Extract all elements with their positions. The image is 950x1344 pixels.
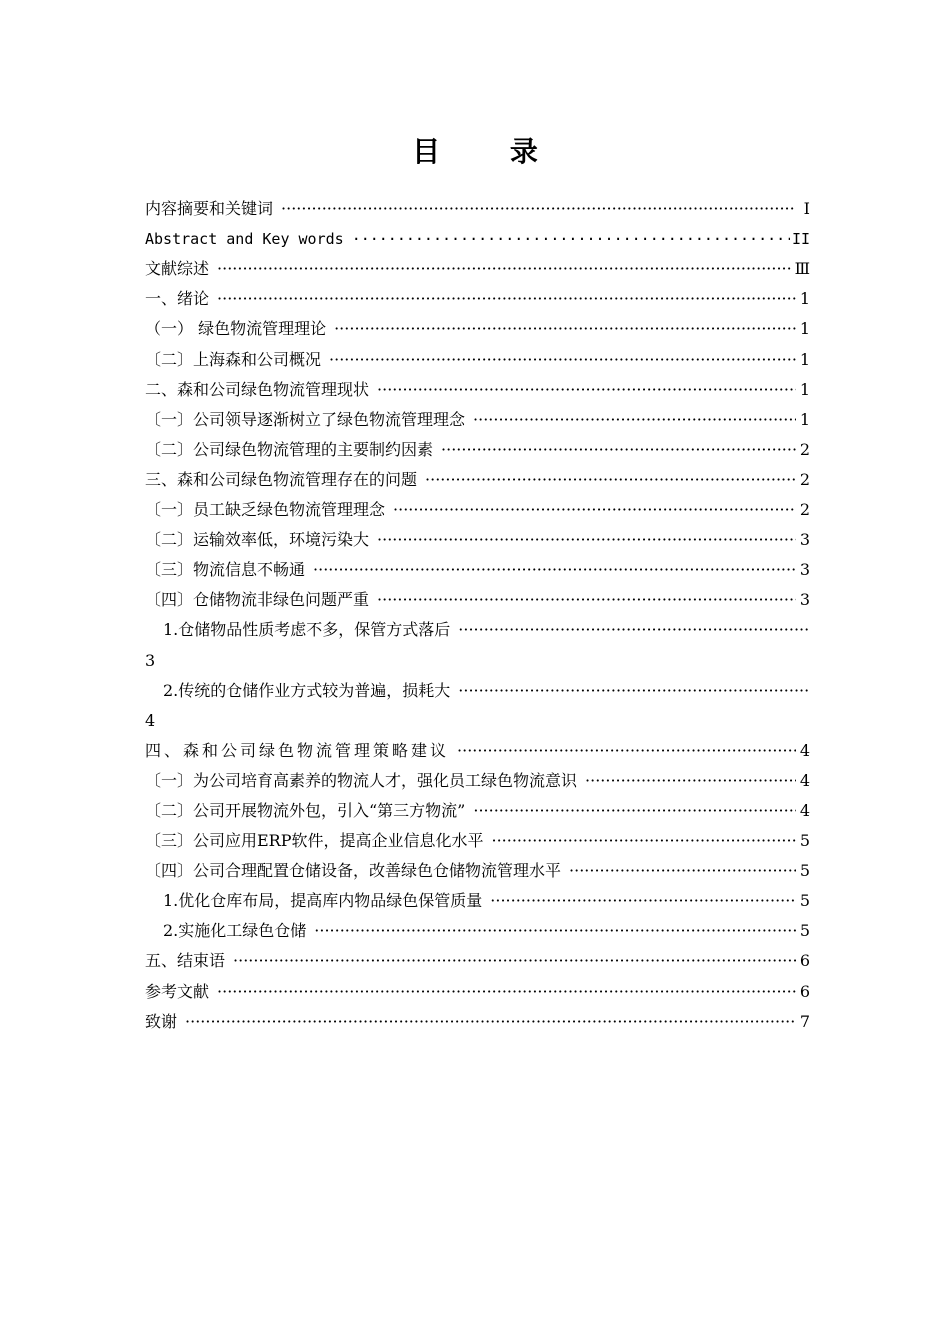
dot-leader [492, 830, 797, 852]
toc-entry-page: 2 [799, 439, 810, 459]
toc-entry[interactable] [145, 912, 810, 942]
dot-leader [377, 529, 796, 551]
toc-entry-page: 4 [145, 710, 156, 730]
toc-entry[interactable] [145, 280, 810, 310]
toc-entry-page: I [803, 199, 810, 219]
dot-leader [185, 1011, 796, 1033]
toc-entry-page: 3 [145, 650, 156, 670]
toc-entry[interactable] [145, 220, 810, 250]
dot-leader [393, 499, 796, 521]
toc-entry[interactable] [145, 521, 810, 551]
dot-leader [281, 198, 796, 220]
toc-entry[interactable] [145, 672, 810, 702]
toc-entry-label: 〔一〕为公司培育高素养的物流人才，强化员工绿色物流意识 [145, 770, 578, 790]
toc-entry-label: Abstract and Key words [145, 230, 344, 249]
toc-entry-page: 6 [799, 951, 810, 971]
toc-entry[interactable] [145, 401, 810, 431]
toc-entry[interactable] [145, 1003, 810, 1033]
toc-entry[interactable] [145, 792, 810, 822]
toc-entry[interactable] [145, 551, 810, 581]
toc-entry-page: 2 [799, 500, 810, 520]
toc-entry[interactable] [145, 852, 810, 882]
toc-entry-page: 7 [799, 1011, 810, 1031]
dot-leader [313, 559, 796, 581]
toc-entry-page: 1 [799, 409, 810, 429]
toc-entry-label: 〔二〕公司开展物流外包，引入“第三方物流” [145, 800, 466, 820]
toc-entry-label: 〔二〕上海森和公司概况 [145, 349, 322, 369]
toc-entry-page: 5 [799, 831, 810, 851]
toc-entry[interactable] [145, 882, 810, 912]
toc-entry[interactable] [145, 190, 810, 220]
toc-entry[interactable] [145, 310, 810, 340]
dot-leader [352, 228, 790, 250]
toc-entry-page: 5 [799, 861, 810, 881]
toc-entry-page: Ⅲ [794, 259, 810, 279]
toc-entry[interactable] [145, 611, 810, 641]
toc-entry[interactable] [145, 732, 810, 762]
toc-entry-page: 4 [799, 770, 810, 790]
toc-entry-page-wrapped [145, 641, 810, 671]
dot-leader [377, 379, 796, 401]
toc-entry-page: 1 [799, 289, 810, 309]
dot-leader [314, 920, 796, 942]
dot-leader [425, 469, 796, 491]
toc-entry-page: 4 [799, 740, 810, 760]
toc-entry-label: 〔三〕公司应用ERP软件，提高企业信息化水平 [145, 831, 484, 851]
toc-entry-label: 〔三〕物流信息不畅通 [145, 560, 306, 580]
dot-leader [217, 258, 793, 280]
toc-entry-label: （一） 绿色物流管理理论 [145, 319, 327, 339]
toc-entry-label: 文献综述 [145, 259, 210, 279]
toc-entry-label: 2.实施化工绿色仓储 [163, 921, 307, 941]
toc-entry-label: 三、森和公司绿色物流管理存在的问题 [145, 469, 418, 489]
toc-entry-page: 3 [799, 590, 810, 610]
toc-entry-page: 1 [799, 319, 810, 339]
toc-entry[interactable] [145, 340, 810, 370]
dot-leader [473, 409, 796, 431]
dot-leader [458, 619, 810, 641]
toc-entry-label: 〔一〕公司领导逐渐树立了绿色物流管理理念 [145, 409, 466, 429]
toc-entry-page: II [791, 230, 810, 249]
toc-entry-page: 3 [799, 530, 810, 550]
toc-entry-page: 5 [799, 921, 810, 941]
dot-leader [217, 981, 796, 1003]
toc-entry-page: 2 [799, 469, 810, 489]
toc-entry-page: 6 [799, 981, 810, 1001]
dot-leader [458, 680, 810, 702]
toc-entry-label: 四、森和公司绿色物流管理策略建议 [145, 740, 450, 760]
toc-entry-label: 一、绪论 [145, 289, 210, 309]
toc-entry-label: 致谢 [145, 1011, 178, 1031]
toc-entry[interactable] [145, 972, 810, 1002]
dot-leader [217, 288, 796, 310]
dot-leader [377, 589, 796, 611]
table-of-contents [145, 190, 810, 1033]
toc-entry-page: 3 [799, 560, 810, 580]
dot-leader [457, 740, 796, 762]
toc-entry[interactable] [145, 431, 810, 461]
toc-entry[interactable] [145, 581, 810, 611]
toc-entry[interactable] [145, 762, 810, 792]
toc-entry-label: 参考文献 [145, 981, 210, 1001]
dot-leader [585, 770, 796, 792]
toc-entry[interactable] [145, 491, 810, 521]
dot-leader [569, 860, 796, 882]
toc-entry[interactable] [145, 371, 810, 401]
toc-entry-label: 〔二〕运输效率低，环境污染大 [145, 530, 370, 550]
toc-entry-label: 1.仓储物品性质考虑不多，保管方式落后 [163, 620, 451, 640]
toc-entry[interactable] [145, 461, 810, 491]
toc-entry-label: 2.传统的仓储作业方式较为普遍，损耗大 [163, 680, 451, 700]
toc-entry-label: 〔四〕公司合理配置仓储设备，改善绿色仓储物流管理水平 [145, 861, 562, 881]
toc-entry-label: 五、结束语 [145, 951, 226, 971]
toc-entry-page: 1 [799, 349, 810, 369]
toc-entry-label: 〔一〕员工缺乏绿色物流管理理念 [145, 500, 386, 520]
toc-title: 目 录 [412, 135, 568, 168]
toc-entry-label: 内容摘要和关键词 [145, 199, 274, 219]
toc-entry[interactable] [145, 250, 810, 280]
toc-entry-page: 4 [799, 800, 810, 820]
dot-leader [233, 950, 796, 972]
dot-leader [441, 439, 796, 461]
toc-entry-page-wrapped [145, 702, 810, 732]
toc-entry-page: 5 [799, 891, 810, 911]
toc-entry-label: 〔四〕仓储物流非绿色问题严重 [145, 590, 370, 610]
dot-leader [490, 890, 796, 912]
toc-entry-label: 1.优化仓库布局，提高库内物品绿色保管质量 [163, 891, 483, 911]
toc-entry[interactable] [145, 822, 810, 852]
toc-entry-label: 〔二〕公司绿色物流管理的主要制约因素 [145, 439, 434, 459]
dot-leader [329, 349, 796, 371]
dot-leader [473, 800, 796, 822]
toc-entry-page: 1 [799, 379, 810, 399]
toc-entry-label: 二、森和公司绿色物流管理现状 [145, 379, 370, 399]
dot-leader [334, 318, 796, 340]
toc-entry[interactable] [145, 942, 810, 972]
